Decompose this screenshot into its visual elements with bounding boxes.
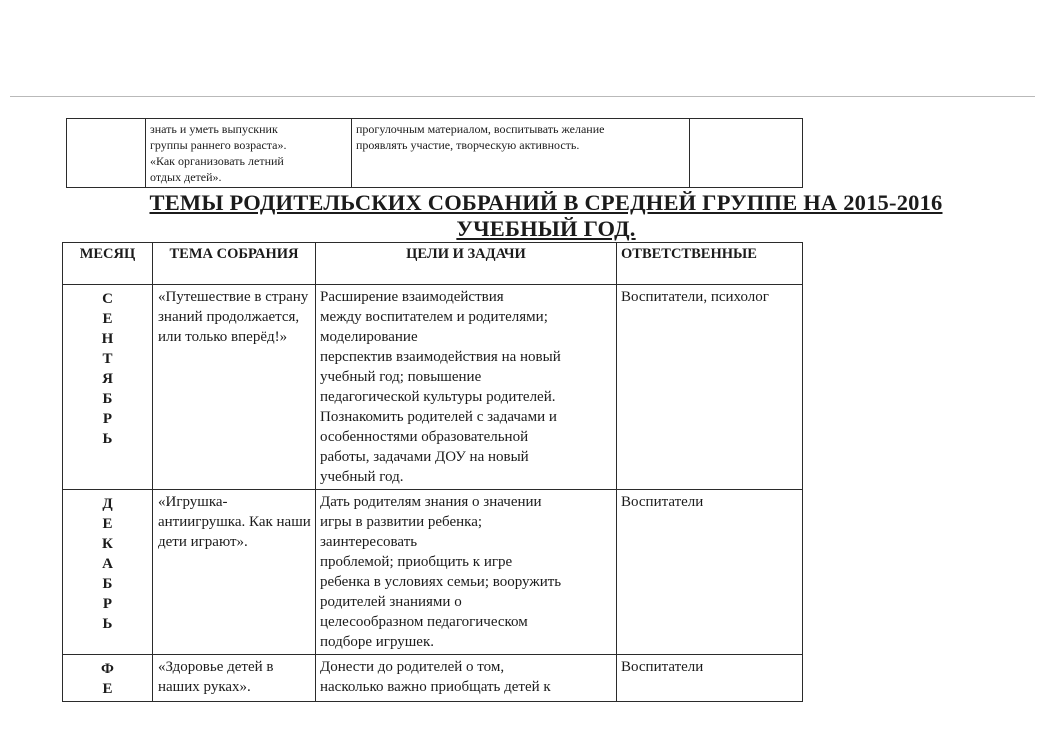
goals-line: насколько важно приобщать детей к (320, 679, 551, 695)
fragment-cell-goals (352, 119, 690, 188)
goals-line: родителей знаниями о (320, 594, 462, 610)
month-cell (63, 655, 153, 702)
document-title-line2: УЧЕБНЫЙ ГОД. (456, 216, 636, 241)
goals-line: ребенка в условиях семьи; вооружить (320, 574, 562, 590)
table-row (63, 655, 803, 702)
goals-line: подборе игрушек. (320, 634, 434, 650)
month-letter: Б (102, 576, 113, 592)
goals-line: Дать родителям знания о значении (320, 494, 542, 510)
goals-line: целесообразном педагогическом (320, 614, 528, 630)
month-letter: Е (102, 681, 113, 697)
topic-cell: «Игрушка-антиигрушка. Как наши дети играют». (153, 490, 316, 655)
header-goals: ЦЕЛИ И ЗАДАЧИ (316, 243, 617, 285)
document-title-line1: ТЕМЫ РОДИТЕЛЬСКИХ СОБРАНИЙ В СРЕДНЕЙ ГРУППЕ НА 2015-2016 (149, 190, 943, 215)
month-cell (63, 285, 153, 490)
month-letter: Р (102, 411, 113, 427)
fragment-line: проявлять участие, творческую активность. (356, 138, 580, 152)
topic-cell: «Здоровье детей в наших руках». (153, 655, 316, 702)
fragment-row (67, 119, 803, 188)
month-cell (63, 490, 153, 655)
goals-line: Познакомить родителей с задачами и (320, 409, 557, 425)
table-header-row (63, 243, 803, 285)
header-responsible: ОТВЕТСТВЕННЫЕ (617, 243, 803, 285)
goals-cell (316, 285, 617, 490)
month-letter: Н (101, 331, 114, 347)
responsible-cell: Воспитатели (617, 490, 803, 655)
month-letter: Я (102, 371, 113, 387)
month-letter: Б (102, 391, 113, 407)
goals-line: Расширение взаимодействия (320, 289, 504, 305)
month-letter: Р (102, 596, 113, 612)
month-letter: С (102, 291, 113, 307)
fragment-line: «Как организовать летний (150, 154, 284, 168)
goals-cell (316, 490, 617, 655)
table-row (63, 490, 803, 655)
month-letter: Ф (101, 661, 114, 677)
goals-line: игры в развитии ребенка; (320, 514, 483, 530)
fragment-line: отдых детей». (150, 170, 222, 184)
previous-table-fragment (66, 118, 803, 188)
topic-cell: «Путешествие в страну знаний продолжается, или только вперёд!» (153, 285, 316, 490)
header-month: МЕСЯЦ (63, 243, 153, 285)
goals-line: Донести до родителей о том, (320, 659, 505, 675)
responsible-cell: Воспитатели (617, 655, 803, 702)
fragment-cell-topic (146, 119, 352, 188)
goals-line: моделирование (320, 329, 418, 345)
goals-line: работы, задачами ДОУ на новый (320, 449, 529, 465)
month-letter: А (102, 556, 113, 572)
scan-edge-line (10, 96, 1035, 97)
fragment-cell-empty (690, 119, 803, 188)
month-letter: Ь (102, 616, 113, 632)
responsible-cell: Воспитатели, психолог (617, 285, 803, 490)
month-letter: Е (102, 516, 113, 532)
table-row (63, 285, 803, 490)
header-topic: ТЕМА СОБРАНИЯ (153, 243, 316, 285)
month-letter: Ь (102, 431, 113, 447)
meetings-table (62, 242, 803, 702)
fragment-line: знать и уметь выпускник (150, 122, 278, 136)
goals-line: педагогической культуры родителей. (320, 389, 556, 405)
goals-cell (316, 655, 617, 702)
goals-line: особенностями образовательной (320, 429, 529, 445)
month-letter: Д (102, 496, 113, 512)
month-letter: Е (102, 311, 113, 327)
goals-line: учебный год. (320, 469, 404, 485)
goals-line: между воспитателем и родителями; (320, 309, 548, 325)
goals-line: перспектив взаимодействия на новый (320, 349, 561, 365)
month-letter: К (102, 536, 113, 552)
goals-line: учебный год; повышение (320, 369, 482, 385)
fragment-line: группы раннего возраста». (150, 138, 287, 152)
month-letter: Т (102, 351, 113, 367)
fragment-cell-empty (67, 119, 146, 188)
goals-line: проблемой; приобщить к игре (320, 554, 513, 570)
fragment-line: прогулочным материалом, воспитывать желание (356, 122, 605, 136)
goals-line: заинтересовать (320, 534, 418, 550)
